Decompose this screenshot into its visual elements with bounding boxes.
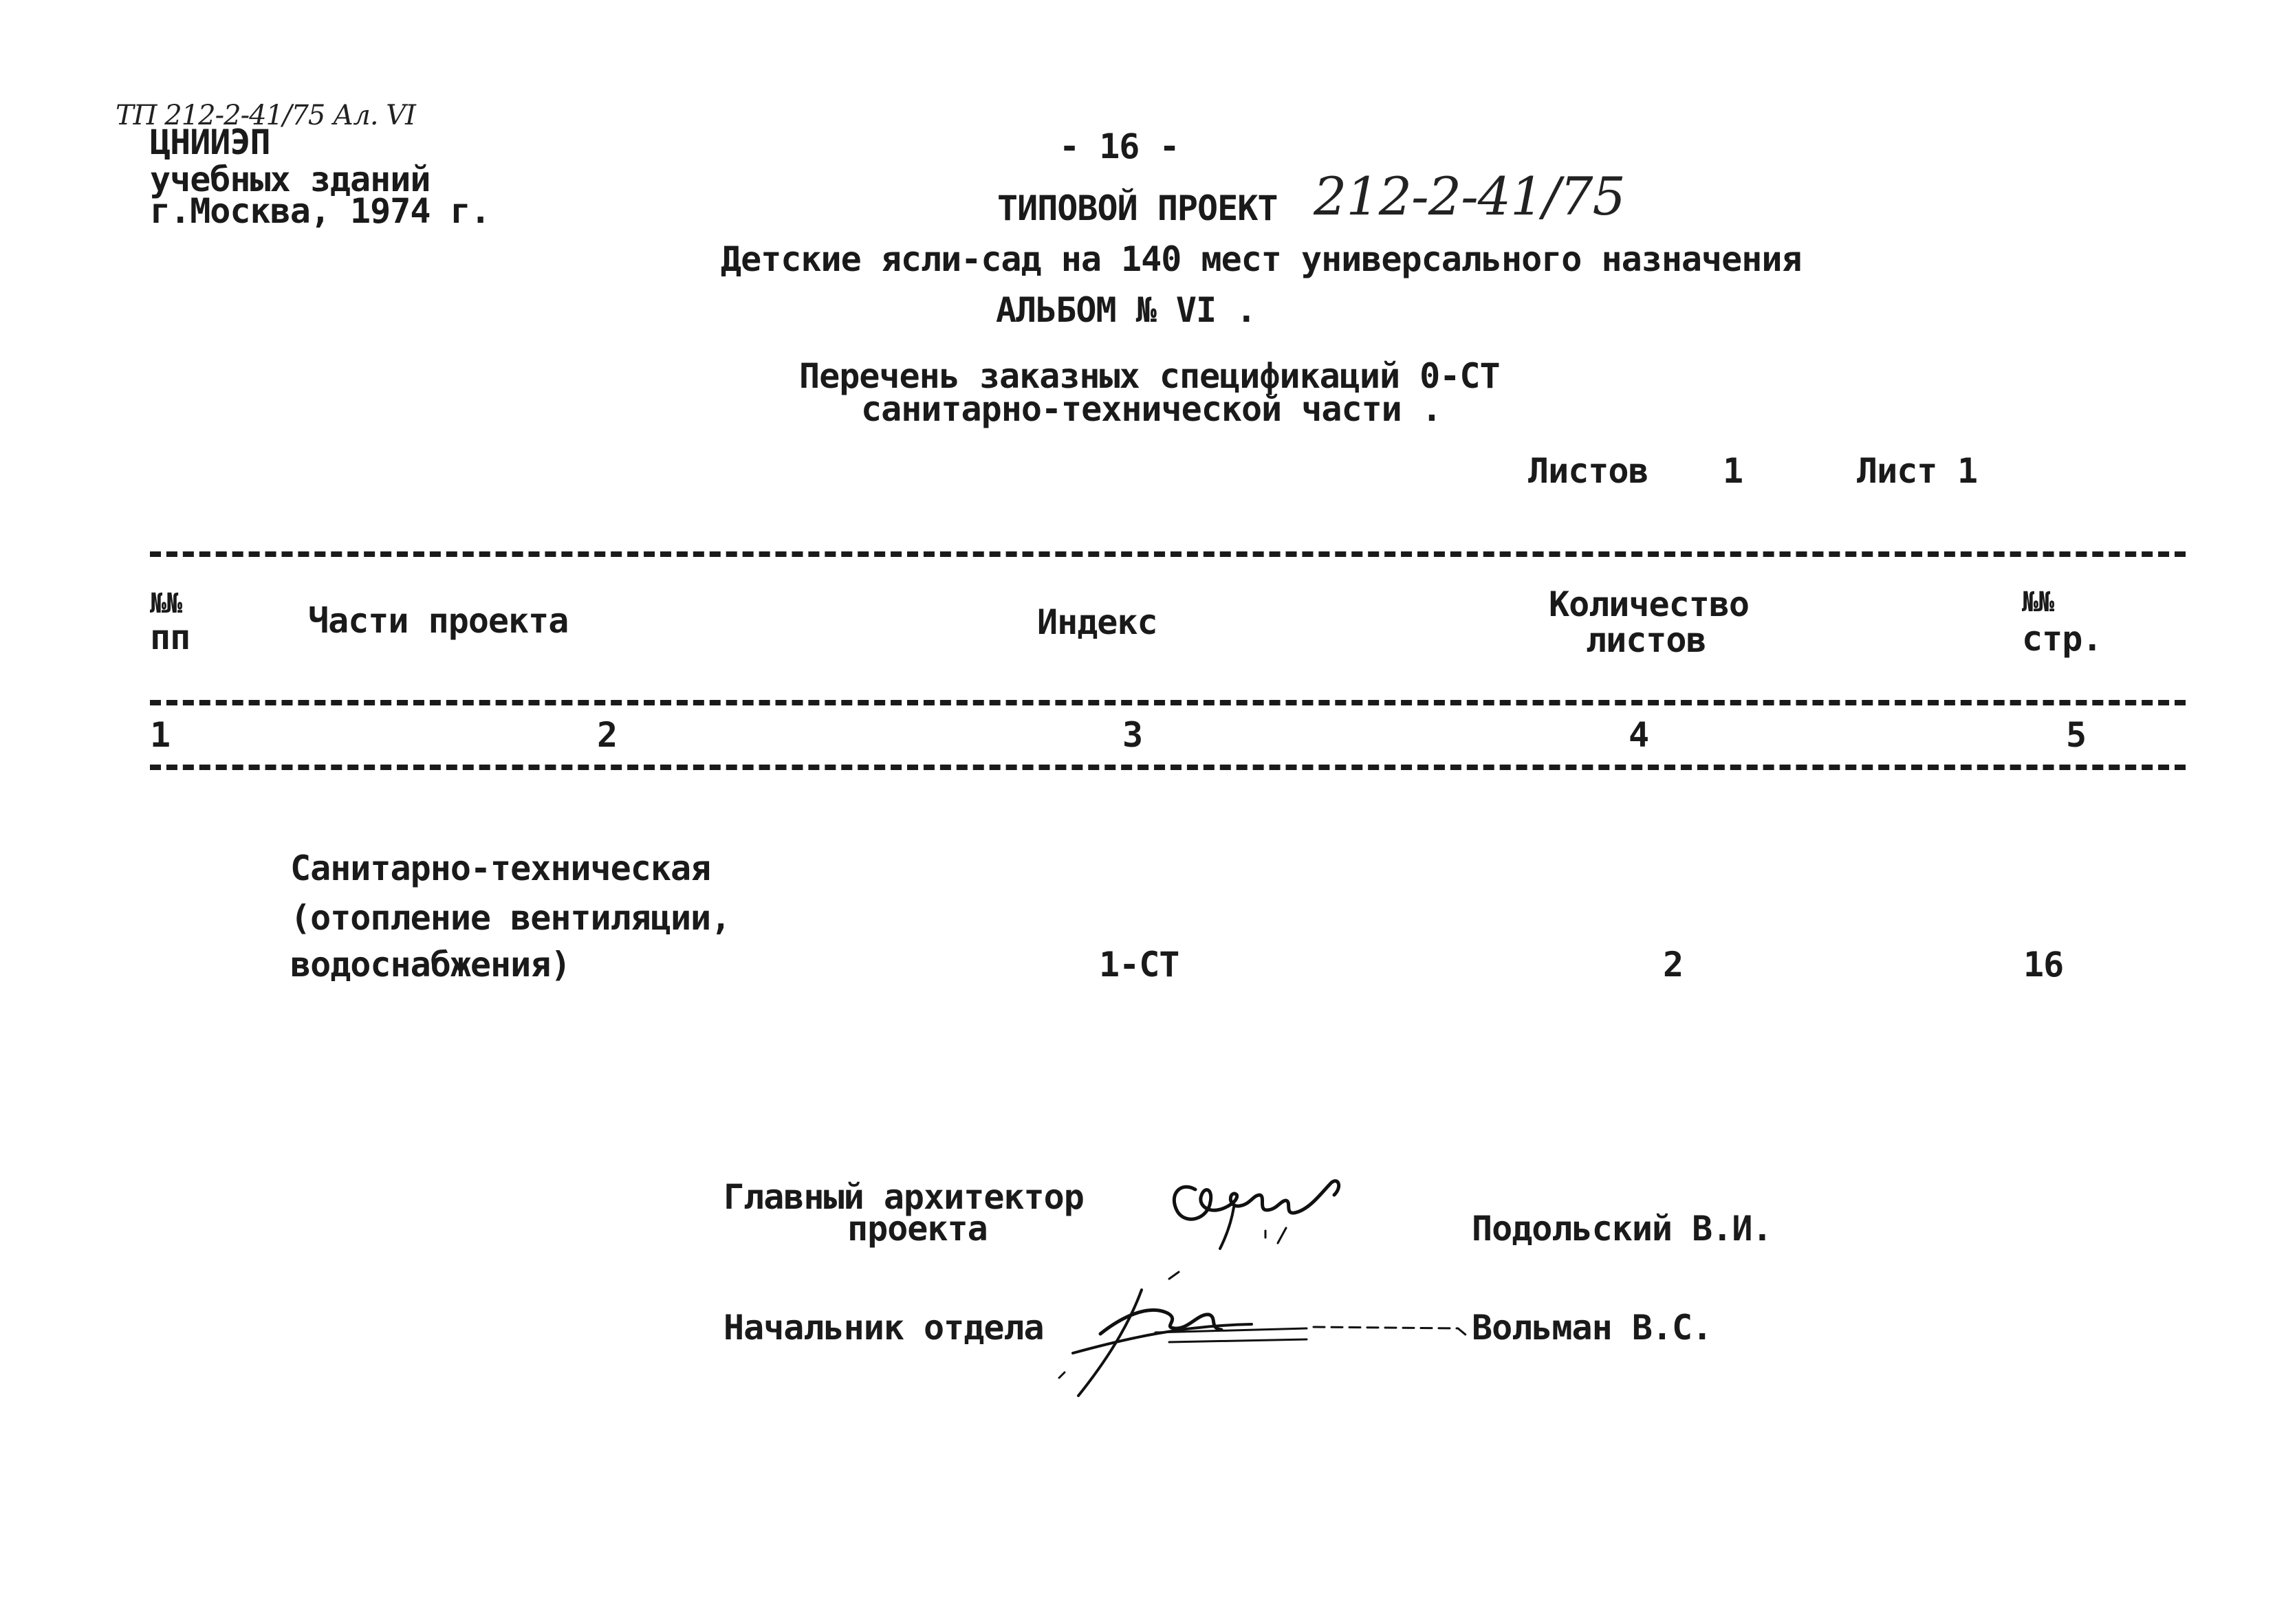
sheets-count: 1 (1723, 451, 1743, 491)
header-part: Части проекта (308, 601, 569, 641)
sheets-count-label: Листов (1528, 451, 1648, 491)
col-number-1: 1 (150, 715, 171, 755)
org-name: ЦНИИЭП (150, 122, 270, 162)
org-city: г.Москва, 1974 г. (150, 191, 490, 231)
table-header-rule (150, 700, 2186, 705)
head-name: Вольман В.С. (1472, 1308, 1712, 1348)
sheet-label: Лист (1857, 451, 1937, 491)
row-part-line3: водоснабжения) (290, 945, 571, 985)
col-number-2: 2 (597, 715, 618, 755)
col-number-5: 5 (2066, 715, 2087, 755)
doc-title-line1: Перечень заказных спецификаций 0-СТ (799, 356, 1500, 396)
col-number-3: 3 (1122, 715, 1143, 755)
row-part-line2: (отопление вентиляции, (290, 898, 731, 938)
header-num-line2: пп (150, 617, 191, 657)
head-signature (1045, 1251, 1485, 1403)
row-sheets: 2 (1663, 945, 1684, 985)
header-index: Индекс (1037, 602, 1157, 642)
header-page-line2: стр. (2022, 619, 2102, 659)
doc-title-line2: санитарно-технической части . (861, 389, 1441, 429)
row-index: 1-СТ (1099, 945, 1179, 985)
chief-name: Подольский В.И. (1472, 1209, 1772, 1249)
table-top-rule (150, 551, 2186, 557)
org-subtitle: учебных зданий (150, 160, 431, 199)
header-qty-line2: листов (1586, 620, 1706, 660)
col-number-4: 4 (1629, 715, 1649, 755)
sheet-number: 1 (1957, 451, 1978, 491)
chief-role-line2: проекта (847, 1209, 988, 1249)
project-number: 212-2-41/75 (1314, 166, 1625, 227)
project-label: ТИПОВОЙ ПРОЕКТ (997, 188, 1278, 228)
chief-role-line1: Главный архитектор (723, 1177, 1084, 1217)
project-subject: Детские ясли-сад на 140 мест универсального назначения (721, 239, 1802, 279)
table-numbers-rule (150, 765, 2186, 770)
header-qty-line1: Количество (1549, 584, 1750, 624)
head-role: Начальник отдела (723, 1308, 1044, 1348)
row-part-line1: Санитарно-техническая (290, 848, 711, 888)
chief-signature (1162, 1162, 1369, 1258)
header-num-line1: №№ (150, 588, 182, 619)
row-page: 16 (2023, 945, 2064, 985)
album-number: АЛЬБОМ № VI . (996, 290, 1256, 330)
page-number: - 16 - (1059, 127, 1179, 166)
header-page-line1: №№ (2022, 586, 2054, 618)
archive-code: ТП 212-2-41/75 Ал. VI (116, 100, 415, 131)
